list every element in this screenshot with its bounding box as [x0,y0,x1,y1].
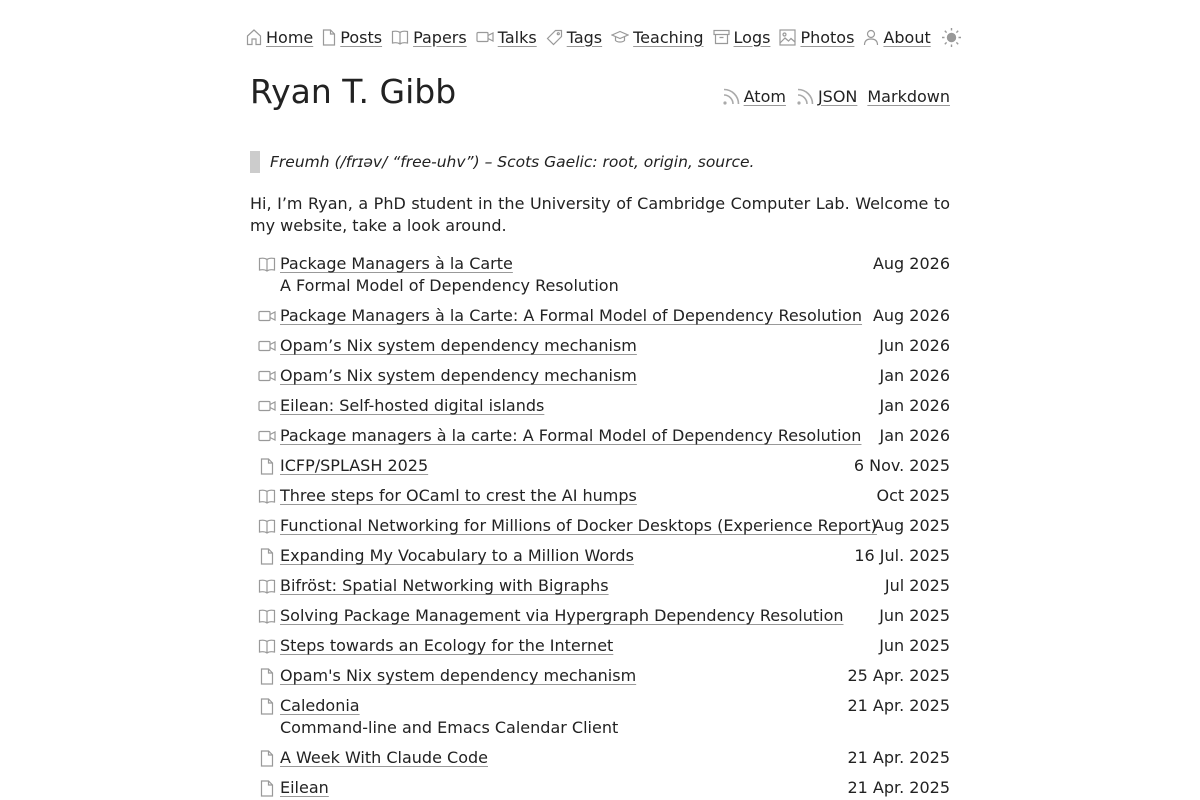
entry-row [250,305,950,327]
atom-feed-label: Atom [743,86,786,106]
book-icon [258,578,276,594]
video-icon [258,368,276,384]
entry-date: Aug 2026 [872,306,950,325]
entry-date: Aug 2026 [872,254,950,273]
entry-title-link[interactable]: Expanding My Vocabulary to a Million Words [280,546,634,565]
entry-date: Aug 2025 [872,516,950,535]
entry-date: Jan 2026 [879,426,950,445]
entry-row [250,747,950,769]
markdown-link[interactable] [867,87,950,106]
nav-tags-label: Tags [566,27,603,47]
entry-title-link[interactable]: Opam’s Nix system dependency mechanism [280,366,637,385]
file-icon [258,780,276,796]
site-title: Ryan T. Gibb [250,72,457,111]
file-icon [258,698,276,714]
entry-title-link[interactable]: Opam's Nix system dependency mechanism [280,666,637,685]
nav-teaching-label: Teaching [633,27,704,47]
entry-title-link[interactable]: Package Managers à la Carte [280,254,513,273]
nav-about[interactable] [863,28,930,47]
entry-row [250,695,950,739]
book-icon [258,518,276,534]
nav-photos-label: Photos [800,27,855,47]
archive-icon [713,29,734,45]
image-icon [779,29,800,46]
entry-row [250,665,950,687]
book-icon [258,638,276,654]
nav-tags[interactable] [546,28,602,47]
entry-date: Jan 2026 [879,396,950,415]
entry-subtitle: Command-line and Emacs Calendar Client [280,718,619,737]
entry-title-link[interactable]: Caledonia [280,696,360,715]
entry-row [250,455,950,477]
entry-date: Jul 2025 [884,576,950,595]
rss-icon [796,86,818,106]
nav-teaching[interactable] [611,28,703,47]
sun-icon [941,27,962,48]
theme-toggle[interactable] [941,27,962,48]
file-icon [258,668,276,684]
nav-logs[interactable] [713,28,771,47]
entry-row [250,635,950,657]
entry-row [250,425,950,447]
intro-text: Hi, I’m Ryan, a PhD student in the University of Cambridge Computer Lab. Welcome to my website, take a look around. [250,194,950,235]
nav-talks[interactable] [476,28,537,47]
epigraph-quote [250,151,950,173]
graduation-cap-icon [611,30,633,44]
video-icon [258,398,276,414]
home-icon [246,28,266,46]
video-icon [258,338,276,354]
entry-row [250,545,950,567]
entry-title-link[interactable]: Package managers à la carte: A Formal Model of Dependency Resolution [280,426,862,445]
entry-row [250,575,950,597]
entry-row [250,777,950,799]
entry-date: 21 Apr. 2025 [847,696,950,715]
nav-posts[interactable] [322,28,382,47]
entry-title-link[interactable]: Steps towards an Ecology for the Internet [280,636,614,655]
entry-date: Jun 2025 [879,606,950,625]
file-icon [258,458,276,474]
entry-title-link[interactable]: Eilean [280,778,329,797]
entry-date: Oct 2025 [876,486,950,505]
entry-title-link[interactable]: A Week With Claude Code [280,748,488,767]
entry-row [250,485,950,507]
nav-papers-label: Papers [413,27,467,47]
nav-home-label: Home [266,27,314,47]
book-icon [391,29,413,45]
entry-row [250,335,950,357]
markdown-label: Markdown [867,86,950,106]
video-icon [258,428,276,444]
top-nav [246,25,962,49]
book-icon [258,608,276,624]
nav-talks-label: Talks [497,27,537,47]
user-icon [863,29,883,46]
entry-date: 21 Apr. 2025 [847,748,950,767]
entry-subtitle: A Formal Model of Dependency Resolution [280,276,619,295]
atom-feed-link[interactable] [722,86,786,106]
nav-papers[interactable] [391,28,467,47]
entry-date: 16 Jul. 2025 [854,546,950,565]
feed-links [712,86,950,106]
entry-title-link[interactable]: Opam’s Nix system dependency mechanism [280,336,637,355]
book-icon [258,488,276,504]
json-feed-label: JSON [817,86,858,106]
entry-date: Jan 2026 [879,366,950,385]
nav-home[interactable] [246,28,313,47]
entry-date: Jun 2025 [879,636,950,655]
entry-title-link[interactable]: Functional Networking for Millions of Docker Desktops (Experience Report) [280,516,877,535]
entry-title-link[interactable]: Bifröst: Spatial Networking with Bigraphs [280,576,609,595]
entry-row [250,365,950,387]
entry-list [250,253,950,800]
json-feed-link[interactable] [796,86,857,106]
nav-posts-label: Posts [340,27,383,47]
video-icon [476,30,498,44]
file-icon [322,29,340,46]
file-icon [258,548,276,564]
nav-photos[interactable] [779,28,854,47]
entry-date: 25 Apr. 2025 [847,666,950,685]
entry-date: 6 Nov. 2025 [853,456,950,475]
entry-date: 21 Apr. 2025 [847,778,950,797]
rss-icon [722,86,744,106]
tag-icon [546,29,567,46]
entry-title-link[interactable]: ICFP/SPLASH 2025 [280,456,429,475]
entry-row [250,253,950,297]
video-icon [258,308,276,324]
quote-text: Freumh (/frɪəv/ “free-uhv”) – Scots Gaelic: root, origin, source. [270,153,755,171]
entry-row [250,605,950,627]
entry-title-link[interactable]: Three steps for OCaml to crest the AI humps [280,486,637,505]
entry-row [250,515,950,537]
entry-date: Jun 2026 [879,336,950,355]
entry-title-link[interactable]: Package Managers à la Carte: A Formal Model of Dependency Resolution [280,306,863,325]
file-icon [258,750,276,766]
nav-logs-label: Logs [733,27,771,47]
entry-title-link[interactable]: Eilean: Self-hosted digital islands [280,396,545,415]
book-icon [258,256,276,272]
entry-title-link[interactable]: Solving Package Management via Hypergraph Dependency Resolution [280,606,844,625]
entry-row [250,395,950,417]
nav-about-label: About [883,27,931,47]
